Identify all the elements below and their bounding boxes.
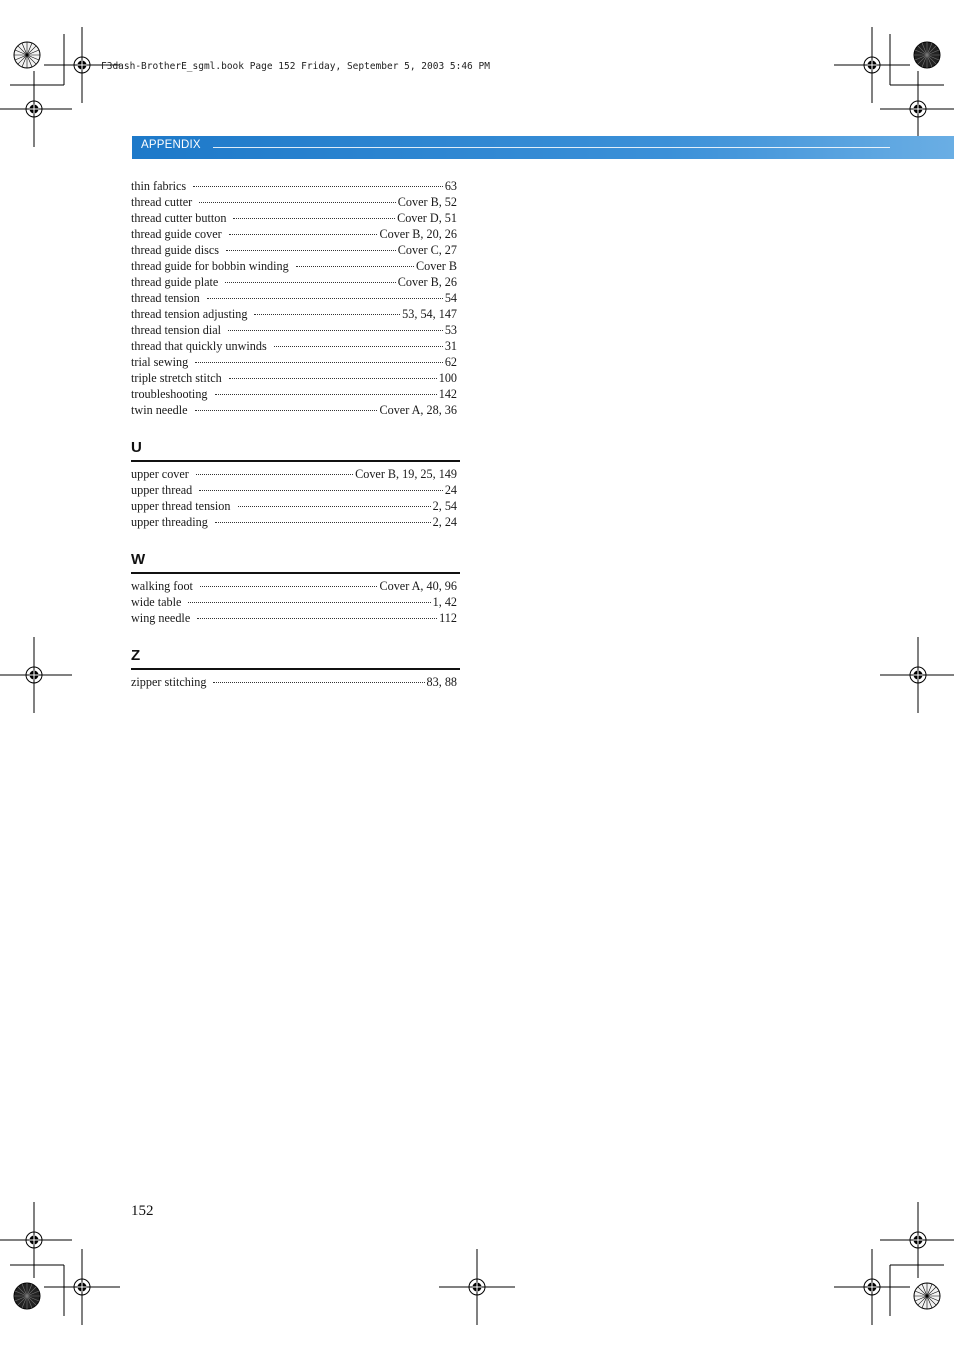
index-term: walking foot [131, 579, 193, 593]
index-list-t [131, 178, 457, 418]
index-page-refs: 24 [444, 483, 457, 497]
index-page-refs: 100 [438, 371, 457, 385]
index-entry [131, 210, 457, 226]
file-meta: F3dash-BrotherE_sgml.book Page 152 Friday, September 5, 2003 5:46 PM [101, 61, 490, 72]
index-page-refs: Cover B [416, 259, 457, 273]
index-term: troubleshooting [131, 387, 208, 401]
index-term: twin needle [131, 403, 188, 417]
index-term: upper thread tension [131, 499, 231, 513]
section-rule [131, 460, 460, 462]
dot-leader [229, 234, 378, 235]
section-letter: U [131, 439, 142, 456]
index-entry [131, 338, 457, 354]
index-term: trial sewing [131, 355, 189, 369]
dot-leader [195, 410, 378, 411]
dot-leader [238, 506, 431, 507]
index-page-refs: 53, 54, 147 [402, 307, 457, 321]
index-term: zipper stitching [131, 675, 207, 689]
dot-leader [233, 218, 395, 219]
index-page-refs: 1, 42 [432, 595, 457, 609]
dot-leader [200, 586, 378, 587]
index-entry [131, 178, 457, 194]
index-term: wide table [131, 595, 182, 609]
dot-leader [193, 186, 443, 187]
index-page-refs: Cover A, 28, 36 [379, 403, 457, 417]
index-term: thread tension [131, 291, 200, 305]
index-entry [131, 194, 457, 210]
dot-leader [254, 314, 400, 315]
index-term: thread guide cover [131, 227, 222, 241]
dot-leader [213, 682, 424, 683]
section-rule [131, 668, 460, 670]
section-banner [132, 136, 954, 159]
section-rule [131, 572, 460, 574]
index-entry [131, 226, 457, 242]
index-entry [131, 274, 457, 290]
dot-leader [274, 346, 443, 347]
index-page-refs: 63 [444, 179, 457, 193]
index-entry [131, 322, 457, 338]
index-page-refs: 2, 54 [432, 499, 457, 513]
index-entry [131, 674, 457, 690]
dot-leader [215, 394, 437, 395]
dot-leader [226, 250, 396, 251]
index-term: thin fabrics [131, 179, 187, 193]
index-term: thread cutter button [131, 211, 227, 225]
index-term: upper cover [131, 467, 189, 481]
dot-leader [228, 330, 443, 331]
index-term: thread that quickly unwinds [131, 339, 267, 353]
index-entry [131, 258, 457, 274]
index-section-z [131, 646, 460, 690]
index-page-refs: 2, 24 [432, 515, 457, 529]
index-page-refs: 83, 88 [426, 675, 457, 689]
index-term: upper threading [131, 515, 208, 529]
dot-leader [199, 490, 443, 491]
index-page-refs: Cover A, 40, 96 [379, 579, 457, 593]
page-number: 152 [131, 1203, 154, 1219]
index-term: thread tension adjusting [131, 307, 248, 321]
index-page-refs: Cover D, 51 [397, 211, 457, 225]
section-letter: W [131, 551, 146, 568]
index-page-refs: Cover B, 26 [397, 275, 457, 289]
index-term: thread cutter [131, 195, 193, 209]
index-page-refs: 142 [438, 387, 457, 401]
index-entry [131, 402, 457, 418]
index-entry [131, 498, 457, 514]
index-page-refs: 62 [444, 355, 457, 369]
dot-leader [199, 202, 396, 203]
index-entry [131, 386, 457, 402]
banner-rule [213, 147, 890, 148]
index-term: thread tension dial [131, 323, 222, 337]
index-page-refs: 31 [444, 339, 457, 353]
index-page-refs: 112 [439, 611, 457, 625]
index-term: upper thread [131, 483, 193, 497]
index-page-refs: Cover B, 19, 25, 149 [355, 467, 457, 481]
index-entry [131, 466, 457, 482]
dot-leader [196, 474, 353, 475]
dot-leader [197, 618, 437, 619]
index-entry [131, 594, 457, 610]
index-term: triple stretch stitch [131, 371, 222, 385]
index-page-refs: 54 [444, 291, 457, 305]
index-entry [131, 370, 457, 386]
index-entry [131, 578, 457, 594]
index-term: thread guide for bobbin winding [131, 259, 289, 273]
index-entry [131, 482, 457, 498]
index-page-refs: Cover B, 20, 26 [379, 227, 457, 241]
dot-leader [188, 602, 430, 603]
dot-leader [229, 378, 437, 379]
index-entry [131, 354, 457, 370]
dot-leader [195, 362, 443, 363]
index-page-refs: 53 [444, 323, 457, 337]
index-entry [131, 610, 457, 626]
index-section-u [131, 438, 460, 530]
banner-label: APPENDIX [141, 139, 201, 151]
index-term: thread guide plate [131, 275, 219, 289]
dot-leader [207, 298, 443, 299]
dot-leader [215, 522, 431, 523]
index-page-refs: Cover B, 52 [397, 195, 457, 209]
index-term: thread guide discs [131, 243, 219, 257]
index-entry [131, 514, 457, 530]
index-entry [131, 290, 457, 306]
index-term: wing needle [131, 611, 191, 625]
section-letter: Z [131, 647, 141, 664]
dot-leader [296, 266, 414, 267]
index-page-refs: Cover C, 27 [397, 243, 457, 257]
index-entry [131, 242, 457, 258]
index-section-w [131, 550, 460, 626]
dot-leader [225, 282, 395, 283]
index-entry [131, 306, 457, 322]
